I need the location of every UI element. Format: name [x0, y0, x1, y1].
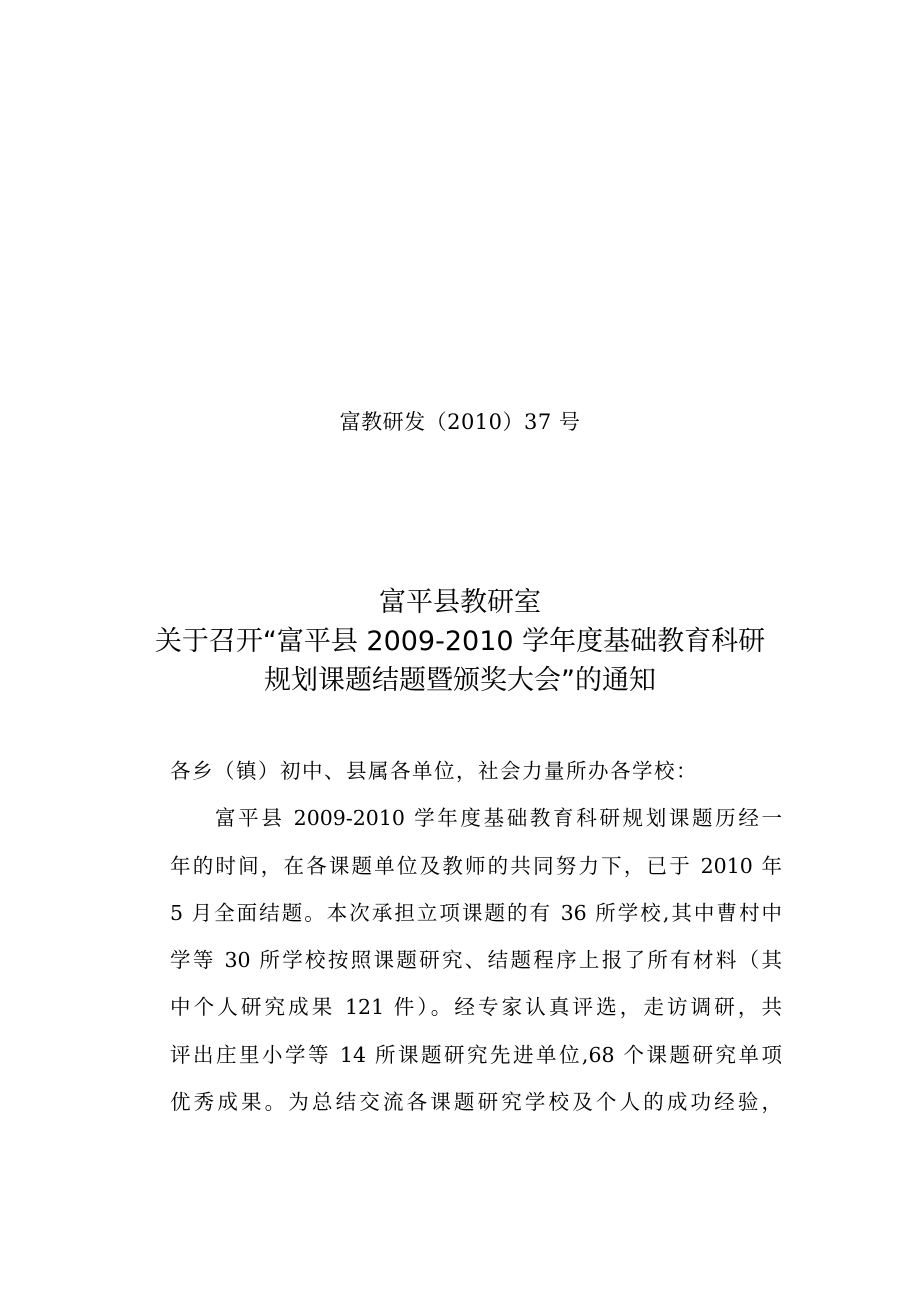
salutation: 各乡（镇）初中、县属各单位，社会力量所办各学校：	[170, 759, 698, 783]
paragraph-line: 5 月全面结题。本次承担立项课题的有 36 所学校,其中曹村中	[170, 900, 782, 925]
paragraph-line: 学等 30 所学校按照课题研究、结题程序上报了所有材料（其	[170, 948, 782, 973]
paragraph-line: 评出庄里小学等 14 所课题研究先进单位,68 个课题研究单项	[170, 1042, 782, 1067]
title-line-2: 关于召开“富平县 2009-2010 学年度基础教育科研	[154, 626, 766, 657]
paragraph-line: 富平县 2009-2010 学年度基础教育科研规划课题历经一	[215, 806, 782, 831]
paragraph-line: 中个人研究成果 121 件）。经专家认真评选，走访调研，共	[170, 995, 782, 1020]
document-number: 富教研发（2010）37 号	[339, 410, 581, 434]
paragraph-line: 优秀成果。为总结交流各课题研究学校及个人的成功经验，	[170, 1090, 782, 1115]
document-body	[170, 748, 782, 1126]
document-title	[0, 583, 920, 700]
title-line-3: 规划课题结题暨颁奖大会”的通知	[264, 665, 656, 696]
paragraph-line: 年的时间，在各课题单位及教师的共同努力下，已于 2010 年	[170, 853, 782, 878]
title-line-1: 富平县教研室	[379, 587, 541, 618]
